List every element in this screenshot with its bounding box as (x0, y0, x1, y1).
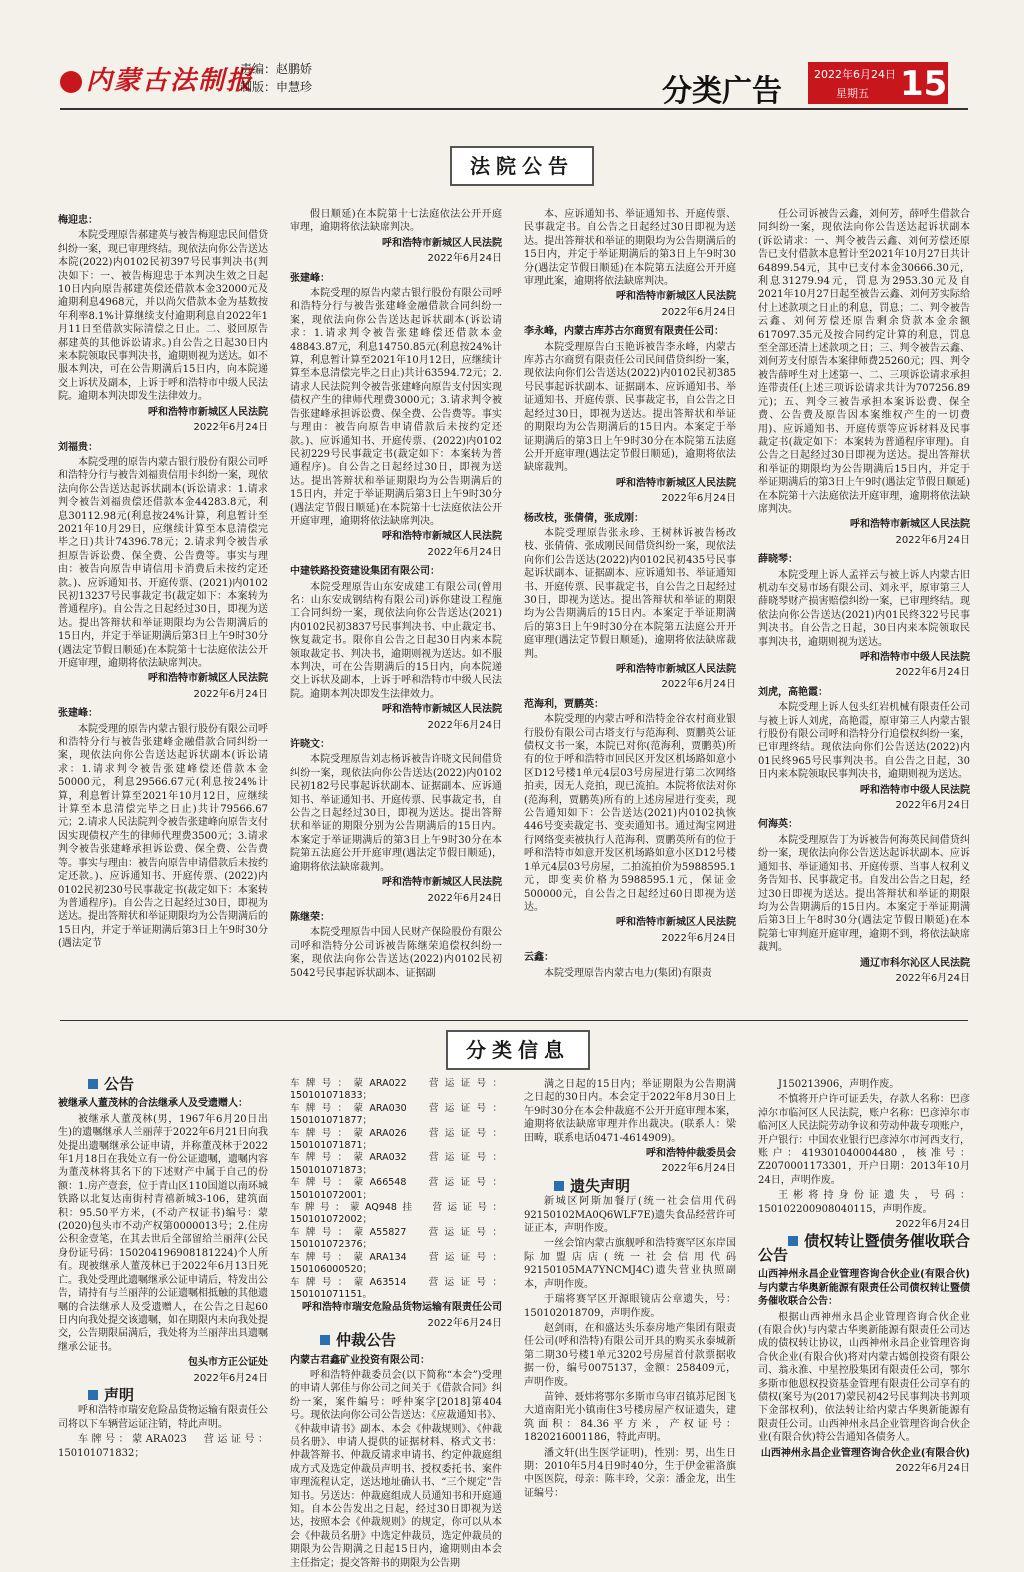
heading-text: 遗失声明 (570, 1176, 631, 1195)
notice-addressee: 被继承人董茂林的合法继承人及受遗赠人： (58, 1098, 248, 1110)
notice-body: 任公司诉被告云鑫，刘何芳，薛呼生借款合同纠纷一案，现依法向你公告送达起诉状副本(诉讼请求：一、判令被告云鑫、刘何芳偿还原告已支付借款本息暂计至2021年10月27日共计64899.54元，其中已支付本金30666.30元，利息31279.94元，罚息为2953.30元及自2021年10月27日起至被告云鑫、刘何芳实际给付上述款项之日止的利息，罚息；二、判令被告云鑫、刘何芳偿还原告剩余贷款本金余额617097.35元及按合同约定计算的利息，罚息至全部还清上述款项之日；三、判令被告云鑫、刘何芳支付原告本案律师费25260元；四、判令被告薛呼生对上述第一、二、三项诉讼请求承担连带责任(上述三项诉讼请求共计为707256.89元)；五、判令三被告承担本案诉讼费、保全费、公告费及原告因本案维权产生的一切费用)、应诉通知书、开庭传票等应诉材料及民事裁定书(裁定如下：本案转为普通程序审理)。自公告之日起经过30日即视为送达。提出答辩状和举证的期限均为公告期满后15日内，并定于举证期满后的第3日上午9时(遇法定节假日顺延)在本院第十六法庭依法开庭审理，逾期将依法缺席判决。 (758, 209, 970, 515)
section-title: 分类广告 (662, 74, 782, 109)
notice-addressee: 刘虎，高艳霞： (758, 686, 828, 698)
issue-date: 2022年6月24日 (814, 68, 896, 81)
editor-line: 责编：赵鹏娇 (240, 62, 313, 76)
lost-item: 王彬将持身份证遗失，号码：150102200908040115，声明作废。 (758, 1190, 970, 1215)
heading-square-icon (320, 1335, 330, 1345)
notice-addressee: 云鑫： (524, 952, 554, 964)
notice-body: 本院受理的原告内蒙古银行股份有限公司呼和浩特分行与被告张建峰金融借款合同纠纷一案，现依法向你公告送达起诉状副本(诉讼请求：1.请求判令被告张建峰偿还借款本金50000元，利息29566.67元(利息按24%计算，利息暂计算至2021年10月12日，应继续计算至本息清偿完毕之日止)共计79566.67元；2.请求人民法院判令被告张建峰向原告支付因实现债权产生的律师代理费3500元；3.请求判令被告张建峰承担诉讼费、保全费、公告费等。事实与理由：被告向原告申请借款后未按约定还款。)、应诉通知书、开庭传票、(2022)内0102民初230号民事裁定书(裁定如下：本案转为普通程序)。自公告之日起经过30日，即视为送达。提出答辩状和举证期限均为公告期满后的15日内，并定于举证期满后第3日上午9时30分(遇法定节 (58, 723, 268, 950)
notice-date: 2022年6月24日 (193, 422, 268, 434)
info-column-2 (290, 1078, 502, 1572)
date-page-box (808, 62, 948, 104)
notice-body: 本院受理原告白玉艳诉被告李永峰，内蒙古库苏古尔商贸有限责任公司民间借贷纠纷一案，现依法向你们公告送达(2022)内0102民初385号民事起诉状副本、证据副本、应诉通知书、举证通知书、开庭传票、民事裁定书，自公告之日起经过30日，即视为送达。提出答辩状和举证的期限均为公告期满后的15日内。本案定于举证期满后的第3日上午9时30分在本院第五法庭公开开庭审理(遇法定节假日顺延)，逾期将依法缺席裁判。 (524, 341, 736, 474)
notice-addressee: 杨改枝，张倩倩，张成刚： (524, 512, 644, 524)
heading-text: 声明 (104, 1385, 135, 1404)
notice-signature: 呼和浩特市新城区人民法院 (148, 406, 268, 418)
notice-signature: 呼和浩特市瑞安危险品货物运输有限责任公司 (302, 1302, 502, 1314)
notice-addressee: 陈继荣： (290, 911, 330, 923)
court-column-1 (58, 208, 268, 953)
info-column-3 (524, 1078, 736, 1502)
notice-signature: 通辽市科尔沁区人民法院 (860, 957, 970, 969)
notice-addressee: 山西神州永昌企业管理咨询合伙企业(有限合伙)与内蒙古华奥新能源有限责任公司债权转让暨债务催收联合公告： (758, 1269, 970, 1308)
notice-date: 2022年6月24日 (427, 546, 502, 558)
notice-signature: 呼和浩特市新城区人民法院 (382, 531, 502, 543)
heading-square-icon (88, 1079, 98, 1089)
heading-square-icon (554, 1181, 564, 1191)
vehicle-row: 车牌号：蒙ARA023 营运证号：150101071832； (58, 1434, 268, 1459)
notice-addressee: 李永峰，内蒙古库苏古尔商贸有限责任公司： (524, 326, 724, 338)
heading-text: 债权转让暨债务催收联合公告 (758, 1232, 970, 1264)
vehicle-row: 车牌号：蒙AQ948挂 营运证号：150101072002； (290, 1202, 502, 1226)
notice-date: 2022年6月24日 (427, 1317, 502, 1329)
notice-body: 本院受理上诉人包头红岩机械有限责任公司与被上诉人刘虎，高艳霞，原审第三人内蒙古银行股份有限公司呼和浩特分行追偿权纠纷一案，已审理终结。现依法向你们公告送达(2022)内01民终965号民事判决书。自公告之日起，30日内来本院领取民事判决书，逾期则视为送达。 (758, 702, 970, 781)
section-divider (60, 1020, 968, 1021)
notice-date: 2022年6月24日 (661, 932, 736, 944)
notice-signature: 呼和浩特仲裁委员会 (646, 1148, 736, 1160)
vehicle-row: 车牌号：蒙ARA030 营运证号：150101071877； (290, 1102, 502, 1127)
lost-item: 新城区阿斯加餐厅(统一社会信用代码92150102MA0Q6WLF7E)遗失食品经营许可证正本，声明作废。 (524, 1196, 736, 1235)
lost-item: J150213906，声明作废。 (778, 1079, 900, 1090)
notice-addressee: 梅迎忠： (58, 215, 98, 226)
notice-signature: 呼和浩特市新城区人民法院 (382, 704, 502, 716)
vehicle-row: 车牌号：蒙A66548 营运证号：150101072001； (290, 1177, 502, 1201)
info-column-4 (758, 1078, 970, 1479)
notice-body: 呼和浩特仲裁委员会(以下简称“本会”)受理的申请人郭佳与你公司之间关于《借款合同》纠纷一案，案件编号：呼仲案字[2018]第404号。现依法向你公司公告送达：《应裁通知书》、《仲裁申请书》副本、本会《仲裁规则》、《仲裁员名册》、申请人提供的证据材料、格式文书：仲裁答辩书、仲裁反请求申请书、约定仲裁庭组成方式及选定仲裁员声明书、授权委托书、案件审理流程认定，送达地址确认书、“三个规定”告知书。另送达：仲裁庭组成人员通知书和开庭通知。自本公告发出之日起，经过30日即视为送达，按照本会《仲裁规则》的规定，你可以从本会《仲裁员名册》中选定仲裁员，选定仲裁员的期限为公告期满之日起15日内，逾期则由本会主任指定；提交答辩书的期限为公告期 (290, 1369, 502, 1569)
notice-signature: 呼和浩特市新城区人民法院 (382, 877, 502, 889)
vehicle-row: 车牌号：蒙ARA032 营运证号：150101071873； (290, 1152, 502, 1176)
section-heading-lost (524, 1176, 736, 1195)
notice-date: 2022年6月24日 (661, 493, 736, 505)
notice-body: 本院受理原告山东安成建工有限公司(曾用名：山东安成钢结构有限公司)诉你建设工程施工合同纠纷一案，现依法向你公告送达(2021)内0102民初3837号民事判决书、中止裁定书、恢复裁定书。限你自公告之日起30日内来本院领取裁定书、判决书，逾期则视为送达。如不服本判决，可在公告期满后的15日内，向本院递交上诉状及副本，上诉于呼和浩特市中级人民法院。逾期本判决即发生法律效力。 (290, 581, 502, 700)
notice-addressee: 何海英： (758, 819, 798, 831)
notice-date: 2022年6月24日 (895, 800, 970, 812)
notice-signature: 呼和浩特市新城区人民法院 (616, 664, 736, 675)
notice-date: 2022年6月24日 (661, 679, 736, 691)
heading-square-icon (88, 1390, 98, 1400)
notice-body: 本院受理原告内蒙古电力(集团)有限责 (544, 967, 712, 979)
notice-date: 2022年6月24日 (427, 892, 502, 904)
notice-addressee: 内蒙古君鑫矿业投资有限公司： (290, 1354, 430, 1366)
notice-signature: 呼和浩特市新城区人民法院 (616, 477, 736, 489)
section-heading-announcement (58, 1075, 268, 1093)
section-heading-arbitration (290, 1331, 502, 1350)
notice-addressee: 张建峰： (290, 272, 330, 284)
notice-body: 本院受理的原告内蒙古银行股份有限公司呼和浩特分行与被告张建峰金融借款合同纠纷一案，现依法向你公告送达起诉状副本(诉讼请求：1.请求判令被告张建峰偿还借款本金48843.87元，利息14750.85元(利息按24%计算，利息暂计算至2021年10月12日，应继续计算至本息清偿完毕之日止)共计63594.72元；2.请求人民法院判令被告张建峰向原告支付因实现债权产生的律师代理费3000元；3.请求判令被告张建峰承担诉讼费、保全费、公告费等。事实与理由：被告向原告申请借款后未按约定还款。)、应诉通知书、开庭传票、(2022)内0102民初229号民事裁定书(裁定如下：本案转为普通程序)。自公告之日起经过30日，即视为送达。提出答辩状和举证期限均为公告期满后的15日内，并定于举证期满后第3日上午9时30分(遇法定节假日顺延)在本院第十七法庭依法公开开庭审理，逾期将依法缺席判决。 (290, 288, 502, 527)
notice-body: 本院受理原告中国人民财产保险股份有限公司呼和浩特分公司诉被告陈继荣追偿权纠纷一案，现依法向你公告送达(2022)内0102民初5042号民事起诉状副本、证据副 (290, 927, 502, 979)
notice-body: 本院受理的内蒙古呼和浩特金谷农村商业银行股份有限公司古塔支行与范海利、贾鹏英公证债权文书一案，本院已对你(范海利，贾鹏英)所有的位于呼和浩特市回民区开发区机场路如意小区D12号楼1单元4层03号房屋进行第二次网络拍卖，因无人竞拍，现已流拍。本院将依法对你(范海利，贾鹏英)所有的上述房屋进行变卖，现公告通知如下：公告送达(2021)内0102执恢446号变卖裁定书、变卖通知书。通过淘宝网进行网络变卖被执行人范海利、贾鹏英所有的位于呼和浩特市如意开发区机场路如意小区D12号楼1单元4层03号房屋，二拍流拍价为5988595.1元，即变卖价格为5988595.1元，保证金500000元，自公告之日起经过60日即视为送达。 (524, 714, 736, 913)
notice-date: 2022年6月24日 (427, 253, 502, 265)
notice-body: 本院受理原告丁为诉被告何海英民间借贷纠纷一案，现依法向你公告送达起诉状副本、应诉通知书、举证通知书、开庭传票、当事人权利义务告知书、民事裁定书。自发出公告之日起，经过30日即视为送达。提出答辩状和举证的期限均为公告期满后的15日内。本案定于举证期满后第3日上午8时30分(遇法定节假日顺延)在本院第七审判庭开庭审理，逾期不到，将依法缺席裁判。 (758, 834, 970, 954)
newspaper-logo (60, 60, 254, 97)
notice-body: 满之日起的15日内；举证期限为公告期满之日起的30日内。本会定于2022年8月30日上午9时30分在本会仲裁庭不公开开庭审理本案，逾期将依法缺席审理并作出裁决。(联系人：梁田畴，联系电话0471-4614909)。 (524, 1079, 736, 1144)
court-column-3 (524, 208, 736, 982)
notice-date: 2022年6月24日 (193, 1372, 268, 1384)
logo-mark-icon (60, 71, 82, 93)
notice-signature: 包头市方正公证处 (188, 1357, 268, 1369)
notice-date: 2022年6月24日 (895, 667, 970, 679)
issue-weekday: 星期五 (836, 87, 869, 100)
notice-body: 本院受理原告刘志杨诉被告许晓文民间借贷纠纷一案，现依法向你公告送达(2022)内0102民初182号民事起诉状副本、证据副本、应诉通知书、举证通知书、开庭传票、民事裁定书，自公告之日起经过30日，即视为送达。提出答辩状和举证的期限分别为公告期满后的15日内。本案定于举证期满后的第3日上午9时30分在本院第五法庭公开开庭审理(遇法定节假日顺延)，逾期将依法缺席裁判。 (290, 754, 502, 873)
notice-signature: 呼和浩特市中级人民法院 (860, 784, 970, 796)
lost-item: 潘文轩(出生医学证明)，性别：男，出生日期：2010年5月4日9时40分，生于伊金霍洛旗中医医院，母亲：陈丰玲，父亲：潘金龙，出生证编号： (524, 1447, 736, 1499)
section-heading-debt (758, 1232, 970, 1264)
section-heading-statement (58, 1385, 268, 1404)
court-column-2 (290, 208, 502, 982)
lost-item: 不慎将开户许可证丢失，存款人名称：巴彦淖尔市临河区人民法院，账户名称：巴彦淖尔市临河区人民法院劳动争议和劳动仲裁专项账户，开户银行：中国农业银行巴彦淖尔市河西支行，账户：419301040004480，核准号：Z2070001173301，开户日期：2013年10月24日，声明作废。 (758, 1094, 970, 1186)
vehicle-list (290, 1078, 502, 1301)
notice-date: 2022年6月24日 (895, 1219, 970, 1231)
notice-signature: 呼和浩特市新城区人民法院 (850, 519, 970, 531)
notice-signature: 呼和浩特市新城区人民法院 (616, 291, 736, 303)
notice-date: 2022年6月24日 (193, 688, 268, 700)
notice-signature: 呼和浩特市新城区人民法院 (616, 917, 736, 929)
notice-addressee: 张建峰： (58, 708, 98, 720)
heading-square-icon (788, 1236, 798, 1246)
heading-text: 公告 (104, 1075, 135, 1093)
notice-body: 本院受理上诉人孟祥云与被上诉人内蒙古旧机动车交易市场有限公司、刘永平，原审第三人薛晓琴财产损害赔偿纠纷一案，已审理终结。现依法向你公告送达(2021)内01民终322号民事判决书。自公告之日起，30日内来本院领取民事判决书，逾期则视为送达。 (758, 569, 970, 648)
notice-date: 2022年6月24日 (895, 1462, 970, 1474)
heading-text: 仲裁公告 (336, 1331, 397, 1350)
notice-signature: 呼和浩特市新城区人民法院 (382, 237, 502, 249)
lost-item: 于瑞将赛罕区开源眼镜店公章遗失，号：150102018709，声明作废。 (524, 1294, 736, 1319)
page-header (0, 0, 1024, 112)
notice-body: 本、应诉通知书、举证通知书、开庭传票、民事裁定书。自公告之日起经过30日即视为送达。提出答辩状和举证的期限均为公告期满后的15日内，并定于举证期满后的第3日上午9时30分(遇法定节假日顺延)在本院第五法庭公开开庭审理此案，逾期将依法缺席判决。 (524, 209, 736, 288)
notice-addressee: 中建铁路投资建设集团有限公司： (290, 566, 440, 578)
notice-addressee: 许晓文： (290, 739, 330, 751)
vehicle-row: 车牌号：蒙ARA022 营运证号：150101071833； (290, 1078, 502, 1102)
lost-item: 苗钟、聂炜将鄂尔多斯市乌审召镇苏尼图飞大道南阳光小镇南住3号楼房屋产权证遗失，建筑面积：84.36平方米，产权证号：1820216001186，特此声明。 (524, 1391, 736, 1444)
notice-signature: 呼和浩特市中级人民法院 (860, 652, 970, 663)
notice-date: 2022年6月24日 (895, 972, 970, 984)
notice-addressee: 刘福贵： (58, 441, 98, 453)
court-column-4 (758, 208, 970, 989)
vehicle-row: 车牌号：蒙ARA134 营运证号：150106000520； (290, 1251, 502, 1276)
notice-body: 假日顺延)在本院第十七法庭依法公开开庭审理，逾期将依法缺席判决。 (290, 209, 502, 234)
header-rule (60, 108, 968, 110)
page-number: 15 (900, 64, 948, 104)
info-column-1 (58, 1075, 268, 1462)
notice-body: 被继承人董茂林(男，1967年6月20日出生)的遗嘱继承人兰丽萍于2022年6月21日向我处提出遗嘱继承公证申请，并称董茂林于2022年1月18日在我处立有一份公证遗嘱，遗嘱内容为董茂林将其名下的下述财产中属于自己的份额：1.房产壹套，位于青山区110国道以南环城铁路以北复达南街村青禧新城3-106，建筑面积：95.50平方米，(不动产权证书)编号：蒙(2020)包头市不动产权第0000013号；2.住房公积金壹笔，在其去世后全部留给兰丽萍(公民身份证号码：150204196908181224)个人所有。现被继承人董茂林已于2022年6月13日死亡。我处受理此遗嘱继承公证申请后，特发出公告，请持有与兰丽萍的公证遗嘱相抵触的其他遗嘱的合法继承人及受遗赠人，在公告之日起60日内向我处提交该遗嘱，如在期限内未向我处提交，公告期限届满后，我处将为兰丽萍出具遗嘱继承公证书。 (58, 1113, 268, 1353)
lost-item: 赵剑雨，在和盛达头乐泰房地产集团有限责任公司(呼和浩特)有限公司开具的购买永泰城新第二期30号楼1单元3202号房屋首付款票据收据一份，编号0075137，金额：258409元，声明作废。 (524, 1322, 736, 1388)
notice-body: 根据山西神州永昌企业管理咨询合伙企业(有限合伙)与内蒙古华奥新能源有限责任公司达成的债权转让协议，山西神州永昌企业管理咨询合伙企业(有限合伙)将对内蒙古嫣创投资有限公司、翁永淮、中星控股集团有限责任公司，鄂尔多斯市他恩权投资基金管理有限责任公司享有的债权(案号为(2017)蒙民初42号民事判决书判项下金部权利)，依法转让给内蒙古华奥新能源有限责任公司。山西神州永昌企业管理咨询合伙企业(有限合伙)特公告通知各债务人。 (758, 1311, 970, 1444)
notice-date: 2022年6月24日 (895, 534, 970, 546)
notice-body: 呼和浩特市瑞安危险品货物运输有限责任公司将以下车辆营运证注销，特此声明。 (58, 1405, 268, 1430)
court-banner: 法院公告 (450, 146, 594, 186)
notice-date: 2022年6月24日 (661, 306, 736, 318)
notice-signature: 山西神州永昌企业管理咨询合伙企业(有限合伙) (760, 1447, 970, 1459)
producer-line: 制版：申慧珍 (240, 80, 313, 94)
info-banner: 分类信息 (446, 1030, 590, 1070)
vehicle-row: 车牌号：蒙ARA026 营运证号：150101071871； (290, 1127, 502, 1152)
notice-body: 本院受理原告郝建英与被告梅迎忠民间借贷纠纷一案，现已审理终结。现依法向你公告送达本院(2022)内0102民初397号民事判决书(判决如下：一、被告梅迎忠于本判决生效之日起10日内向原告郝建英偿还借款本金32000元及逾期利息4968元，并以尚欠借款本金为基数按年利率8.1%计算继续支付逾期利息自2022年1月11日至借款实际清偿之日止。二、驳回原告郝建英的其他诉讼请求。)自公告之日起30日内来本院领取民事判决书，逾期则视为送达。如不服本判决，可在公告期满后15日内，向本院递交上诉状及副本，上诉于呼和浩特市中级人民法院。逾期本判决即发生法律效力。 (58, 230, 268, 403)
lost-item: 一丝会馆内蒙古旗舰呼和浩特赛罕区东岸国际加盟店店(统一社会信用代码92150105MA7YNCMJ4C)遗失营业执照副本，声明作废。 (524, 1238, 736, 1290)
notice-signature: 呼和浩特市新城区人民法院 (148, 673, 268, 685)
vehicle-row: 车牌号：蒙A63514 营运证号：150101071151。 (290, 1276, 502, 1300)
notice-body: 本院受理原告张永珍、王树林诉被告杨改枝、张倩倩、张成刚民间借贷纠纷一案，现依法向你们公告送达(2022)内0102民初435号民事起诉状副本、证据副本、应诉通知书、举证通知书、开庭传票、民事裁定书，自公告之日起经过30日，即视为送达。提出答辩状和举证的期限均为公告期满后的15日内。本案定于举证期满后的第3日上午9时30分在本院第五法庭公开开庭审理(遇法定节假日顺延)，逾期将依法缺席裁判。 (524, 527, 736, 660)
notice-date: 2022年6月24日 (661, 1163, 736, 1175)
notice-date: 2022年6月24日 (427, 719, 502, 731)
vehicle-row: 车牌号：蒙A55827 营运证号：150101072376； (290, 1226, 502, 1251)
notice-addressee: 薛晓琴： (758, 554, 798, 566)
editor-credits (240, 60, 312, 96)
notice-addressee: 范海利，贾鹏英： (524, 698, 604, 710)
logo-text: 内蒙古法制报 (86, 66, 255, 96)
notice-body: 本院受理的原告内蒙古银行股份有限公司呼和浩特分行与被告刘福贵信用卡纠纷一案，现依法向你公告送达起诉状副本(诉讼请求：1.请求判令被告刘福贵偿还借款本金44283.8元，利息30112.98元(利息按24%计算，利息暂计至2021年10月29日，应继续计算至本息清偿完毕之日)共计74396.78元；2.请求判令被告承担原告诉讼费、保全费、公告费等。事实与理由：被告向原告申请信用卡消费后未按约定还款。)、应诉通知书、开庭传票、(2021)内0102民初13237号民事裁定书(裁定如下：本案转为普通程序)。自公告之日起经过30日，即视为送达。提出答辩状和举证期限均为公告期满后的15日内，并定于举证期满后第3日上午9时30分(遇法定节假日顺延)在本院第十七法庭依法公开开庭审理，逾期将依法缺席判决。 (58, 456, 268, 669)
